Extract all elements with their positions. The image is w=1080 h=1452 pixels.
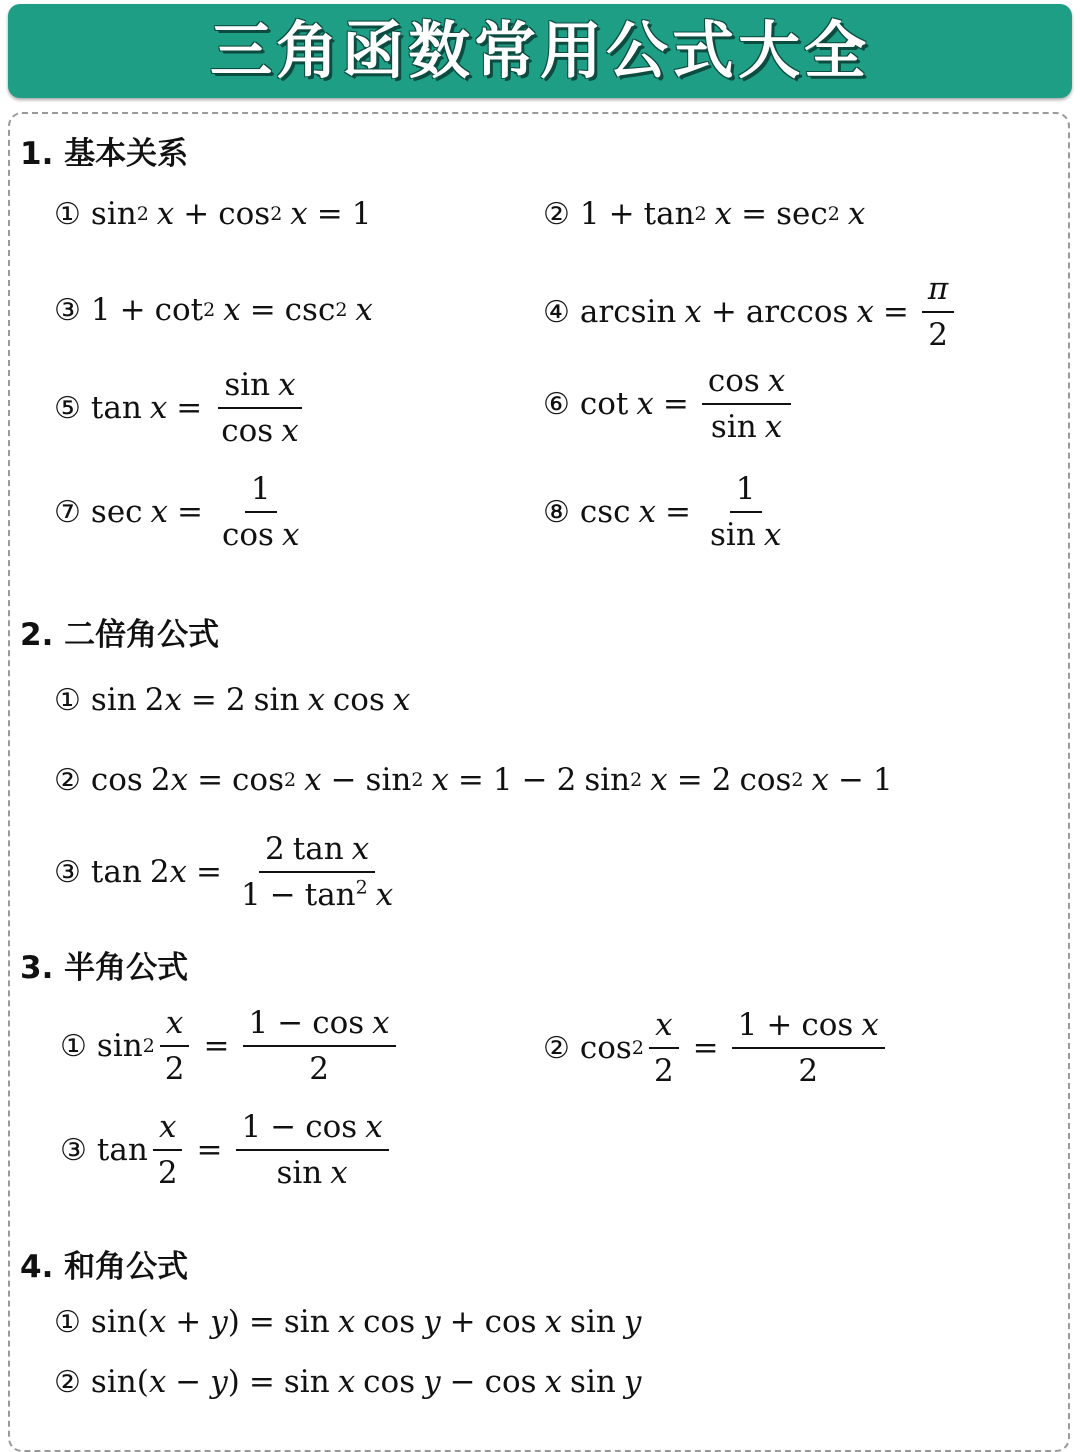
formula-tan-double-angle: ③ tan 2 x = $\frac{\text{2 tan x}}{1 - \tan^2 x}$ xyxy=(54,831,394,913)
section-heading-basic: 1. 基本关系 xyxy=(20,136,189,172)
formula-tan-sec-identity: ② 1 + tan 2 x = sec 2 x xyxy=(543,196,866,232)
formula-sec-definition: ⑦ sec x = $\frac{1}{\text{cos x}}$ xyxy=(54,471,300,553)
section-heading-half-angle: 3. 半角公式 xyxy=(20,950,189,986)
title-banner xyxy=(8,4,1072,98)
formula-arcsin-arccos: ④ arcsin x + arccos x = $\frac{\pi}{2}$ xyxy=(543,270,958,354)
formula-sin-sum: ① sin ( x + y ) = sin x cos y + cos x sin y xyxy=(54,1304,642,1340)
formula-tan-definition: ⑤ tan x = $\frac{\text{sin x}}{\text{cos x}}$ xyxy=(54,366,309,450)
formula-sin-half-angle: ① sin 2 $\frac{x}{2}$ = $\frac{\text{1 − cos x}}{2}$ xyxy=(60,1004,400,1088)
formula-cot-csc-identity: ③ 1 + cot 2 x = csc 2 x xyxy=(54,292,373,328)
formula-cos-double-angle: ② cos 2 x = cos 2 x − sin 2 x = 1 − 2 sin 2 x = 2 cos 2 x − 1 xyxy=(54,762,893,798)
formula-sin-difference: ② sin ( x − y ) = sin x cos y − cos x sin y xyxy=(54,1364,642,1400)
page-title: 三角函数常用公式大全 xyxy=(209,14,870,87)
formula-tan-half-angle: ③ tan $\frac{x}{2}$ = $\frac{\text{1 − cos x}}{\text{sin x}}$ xyxy=(60,1108,393,1192)
formula-pythagorean-identity: ① sin 2 x + cos 2 x = 1 xyxy=(54,196,372,232)
section-heading-sum-angle: 4. 和角公式 xyxy=(20,1249,189,1285)
formula-sin-double-angle: ① sin 2 x = 2 sin x cos x xyxy=(54,682,411,718)
section-heading-double-angle: 2. 二倍角公式 xyxy=(20,617,220,653)
formula-cos-half-angle: ② cos 2 $\frac{x}{2}$ = $\frac{\text{1 + cos x}}{2}$ xyxy=(543,1006,889,1090)
formula-cot-definition: ⑥ cot x = $\frac{\text{cos x}}{\text{sin x}}$ xyxy=(543,362,795,446)
formula-csc-definition: ⑧ csc x = $\frac{1}{\text{sin x}}$ xyxy=(543,471,782,553)
